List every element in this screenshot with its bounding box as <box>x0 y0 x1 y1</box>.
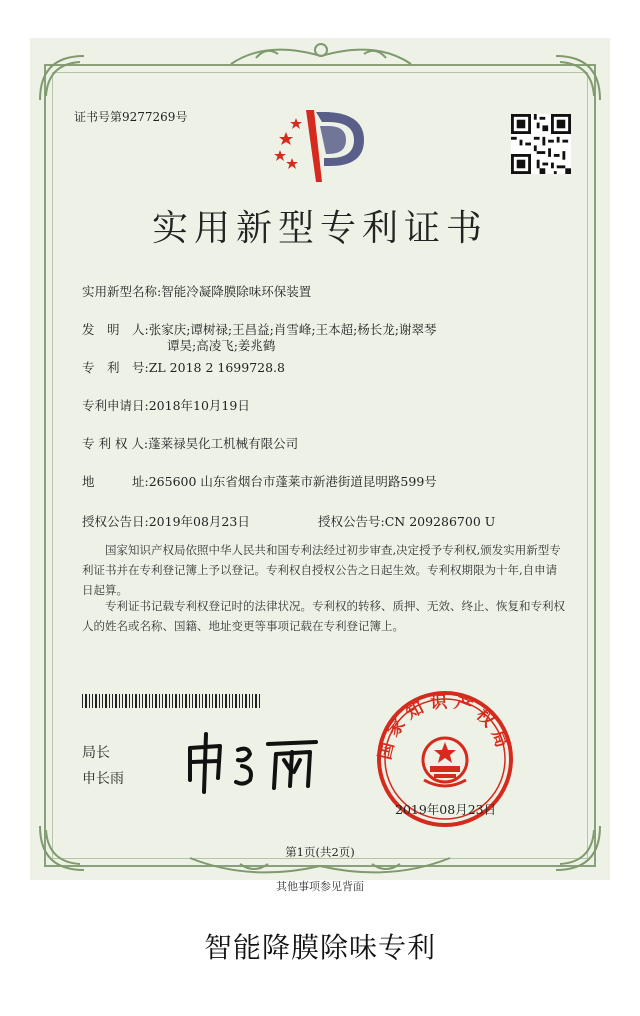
utility-model-name: 智能冷凝降膜除味环保装置 <box>161 284 312 299</box>
inventor-names-continued: 谭昊;高凌飞;姜兆鹤 <box>167 338 276 353</box>
legal-status-statement: 专利证书记载专利权登记时的法律状况。专利权的转移、质押、无效、终止、恢复和专利权人的姓名或名称、国籍、地址变更等事项记载在专利登记簿上。 <box>82 599 565 633</box>
field-label: 专 利 权 人: <box>82 436 149 451</box>
field-label: 实用新型名称: <box>82 284 162 299</box>
application-date-row <box>82 396 250 414</box>
patentee-row <box>82 434 298 452</box>
top-ornament-icon <box>226 36 416 70</box>
handwritten-signature <box>180 726 330 796</box>
back-page-note: 其他事项参见背面 <box>276 880 364 893</box>
address-value: 265600 山东省烟台市蓬莱市新港街道昆明路599号 <box>148 474 437 489</box>
certificate-title: 实用新型专利证书 <box>151 208 488 249</box>
grant-date: 2019年08月23日 <box>148 514 250 529</box>
field-label: 专利申请日: <box>82 398 149 413</box>
cnipa-emblem-icon <box>272 104 372 186</box>
utility-model-name-row <box>82 282 311 300</box>
page-number: 第1页(共2页) <box>285 845 355 859</box>
address-row <box>82 472 437 490</box>
grant-statement: 国家知识产权局依照中华人民共和国专利法经过初步审查,决定授予专利权,颁发实用新型专利证书并在专利登记簿上予以登记。专利权自授权公告之日起生效。专利权期限为十年,自申请日起算。 <box>82 543 561 597</box>
svg-text:国家知识产权局: 国家知识产权局 <box>375 692 514 762</box>
patent-number-row <box>82 358 285 376</box>
grant-date-row <box>82 512 250 530</box>
barcode-icon <box>82 694 262 708</box>
signer-name: 申长雨 <box>82 771 124 787</box>
grant-number: CN 209286700 U <box>384 514 496 529</box>
patentee-name: 蓬莱禄昊化工机械有限公司 <box>148 436 299 451</box>
signer-role: 局长 <box>82 745 110 761</box>
application-date: 2018年10月19日 <box>148 398 250 413</box>
field-label: 专 利 号: <box>82 360 149 375</box>
image-caption: 智能降膜除味专利 <box>203 931 436 964</box>
field-label: 发 明 人: <box>82 322 149 337</box>
field-label: 地 址: <box>82 474 149 489</box>
corner-ornament-icon <box>36 52 88 104</box>
qr-code-icon <box>511 114 571 174</box>
certificate-serial: 证书号第9277269号 <box>74 110 188 124</box>
field-label: 授权公告号: <box>318 514 385 529</box>
inventor-names: 张家庆;谭树禄;王昌益;肖雪峰;王本超;杨长龙;谢翠琴 <box>148 322 437 337</box>
patent-number: ZL 2018 2 1699728.8 <box>148 360 285 375</box>
corner-ornament-icon <box>552 52 604 104</box>
seal-date: 2019年08月23日 <box>395 802 497 817</box>
grant-number-row <box>318 512 495 530</box>
field-label: 授权公告日: <box>82 514 149 529</box>
